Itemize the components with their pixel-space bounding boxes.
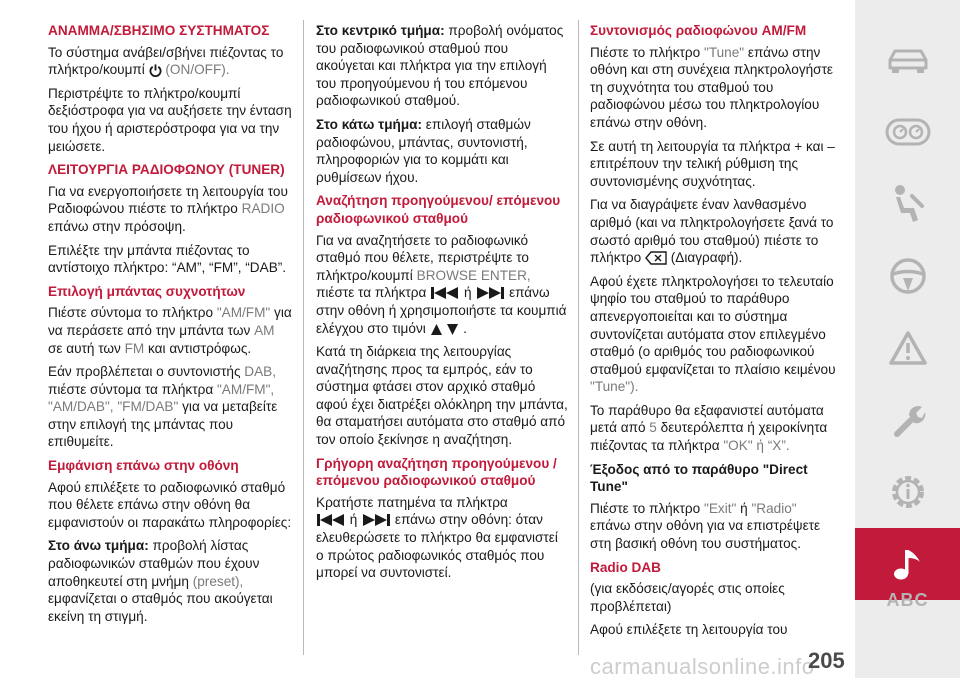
text: (TUNER) [228,162,285,178]
paragraph-search-detail: Κατά τη διάρκεια της λειτουργίας αναζήτησης προς τα εμπρός, εάν το σύστημα φτάσει στον αρχικό σταθμό αφού έχει διατρέξει ολόκληρη την μπάντα, θα σταματήσει αυτόματα στο σταθμό από τον οποίο ξεκίνησε η αναζήτηση. [316,344,568,448]
text: Πιέστε σύντομα το πλήκτρο [48,305,214,321]
up-arrow-icon [430,323,443,336]
text: ΛΕΙΤΟΥΡΓΙΑ ΡΑΔΙΟΦΩΝΟΥ [48,162,225,178]
text: "Direct Tune" [590,461,808,495]
text: Το παράθυρο θα εξαφανιστεί αυτόματα μετά από [590,402,824,436]
sidebar-item-index[interactable] [855,564,960,636]
paragraph-window [590,402,840,455]
text: πιέστε σύντομα τα πλήκτρα [48,381,214,397]
text: Συντονισμός ραδιοφώνου [590,23,758,38]
warning-triangle-icon [888,330,928,366]
power-icon [149,64,162,77]
text: ή [349,512,358,528]
heading-exit [590,461,840,496]
sidebar-item-maintenance[interactable] [855,384,960,456]
paragraph-plusminus: Σε αυτή τη λειτουργία τα πλήκτρα + και – επιτρέπουν την τελική ρύθμιση της συντονισμένης συχνότητας. [590,138,835,189]
browse-enter-label: BROWSE ENTER, [416,267,531,283]
paragraph-last [590,273,840,396]
band-keys-label: "AM/FM", "AM/DAB", "FM/DAB" [48,381,275,415]
text: Αφού έχετε πληκτρολογήσει το τελευταίο ψηφίο του σταθμού το παράθυρο απενεργοποιείται και το σύστημα συντονίζεται αυτόματα στον επιλεγμένο σταθμό (ο αριθμός του ραδιοφωνικού σταθμού εμφανίζεται το πλαίσιο κειμένου [590,273,836,377]
text: Για να ενεργοποιήσετε τη λειτουργία του Ραδιοφώνου πιέστε το πλήκτρο [48,183,288,217]
sidebar-item-warning[interactable] [855,312,960,384]
seconds-value: 5 [649,420,657,436]
sidebar-item-specs[interactable] [855,456,960,528]
down-arrow-icon [446,323,459,336]
heading-tuner [48,161,292,179]
paragraph-center [316,22,568,110]
paragraph-tune [590,44,840,132]
radio-label: RADIO [241,201,285,217]
text: Έξοδος από το παράθυρο [590,461,759,477]
column-3 [590,22,840,645]
keyword: Στο άνω τμήμα: [48,538,149,554]
heading-freq: Επιλογή μπάντας συχνοτήτων [48,283,246,299]
seat-person-icon [890,184,926,224]
paragraph-dab [48,363,292,451]
heading-dab: Radio DAB [590,559,661,575]
text: για να μεταβείτε στην επιλογή της μπάντας που επιθυμείτε. [48,399,278,450]
text: AM/FM [761,23,807,38]
previous-track-icon [316,513,346,527]
dab-label: DAB, [244,364,277,380]
next-track-icon [361,513,391,527]
text: για να περάσετε από την μπάντα των [48,305,292,338]
backspace-icon [645,251,667,265]
paragraph-fast [316,494,568,582]
keyword: Στο κεντρικό τμήμα: [316,23,445,38]
text: και αντιστρόφως. [148,340,252,356]
text: ή [740,500,748,516]
text: εμφανίζεται ο σταθμός που ακούγεται εκείνη τη στιγμή. [48,591,273,624]
text: . [463,320,467,336]
column-divider [303,20,304,655]
text: Πιέστε το πλήκτρο [590,500,701,516]
paragraph-band: Επιλέξτε την μπάντα πιέζοντας το αντίστοιχο πλήκτρο: “AM”, “FM”, “DAB”. [48,242,287,276]
exit-key-label: "Exit" [704,500,737,516]
sidebar-item-car[interactable] [855,24,960,96]
keyword: Στο κάτω τμήμα: [316,116,423,132]
text: Κρατήστε πατημένα τα πλήκτρα [316,494,508,510]
column-1 [48,22,292,631]
tune-label: "Tune"). [590,379,639,395]
on-off-label: (ON/OFF). [165,62,230,78]
paragraph-dab-start: Αφού επιλέξετε τη λειτουργία του [590,622,788,638]
heading-fast: Γρήγορη αναζήτηση προηγούμενου /επόμενου ραδιοφωνικού σταθμού [316,455,557,489]
previous-track-icon [430,286,460,300]
heading-display: Εμφάνιση επάνω στην οθόνη [48,458,239,474]
paragraph-bottom [316,116,568,186]
text: σε αυτή των [48,340,121,356]
paragraph-dab-note: (για εκδόσεις/αγορές στις οποίες προβλέπεται) [590,581,785,614]
text: δευτερόλεπτα ή χειροκίνητα πιέζοντας τα πλήκτρα [590,420,828,454]
paragraph-top [48,537,292,625]
ok-x-label: "OK" ή “X”. [723,438,790,454]
heading-tune [590,22,840,40]
tune-key-label: "Tune" [704,44,745,60]
text: Για να αναζητήσετε το ραδιοφωνικό σταθμό που θέλετε, περιστρέψτε το πλήκτρο/κουμπί [316,232,529,283]
paragraph-search [316,232,568,338]
amfm-label: "AM/FM" [216,305,271,321]
steering-wheel-icon [889,257,927,295]
car-icon [886,46,930,74]
text: επιλογή σταθμών ραδιοφώνου, μπάντας, συντονιστή, πληροφοριών για το κομμάτι και ρυθμίσεων ήχου. [316,116,531,185]
text: ή [463,285,472,301]
paragraph-freq [48,304,292,357]
heading-system: ΑΝΑΜΜΑ/ΣΒΗΣΙΜΟ ΣΥΣΤΗΜΑΤΟΣ [48,23,270,38]
fm-label: FM [124,340,145,356]
text: Εάν προβλέπεται ο συντονιστής [48,364,241,380]
preset-label: (preset), [192,573,244,589]
paragraph-display: Αφού επιλέξετε το ραδιοφωνικό σταθμό που θέλετε επάνω στην οθόνη θα εμφανιστούν οι παρακάτω πληροφορίες: [48,479,292,530]
text: Για να διαγράψετε έναν λανθασμένο αριθμό (και να πληκτρολογήσετε ξανά το σωστό αριθμό του σταθμού) πιέστε το πλήκτρο [590,197,834,266]
text: πιέστε τα πλήκτρα [316,285,427,301]
next-track-icon [475,286,505,300]
dashboard-icon [885,118,931,146]
chapter-sidebar [855,0,960,678]
sidebar-item-dashboard[interactable] [855,96,960,168]
radio-key-label: "Radio" [751,500,797,516]
paragraph-delete [590,196,840,266]
column-divider [578,20,579,655]
text: (Διαγραφή). [670,250,743,266]
text: επάνω στην οθόνη και στη συνέχεια πληκτρολογήστε τη συχνότητα του σταθμού του ραδιοφώνου μέσω του πληκτρολογίου επάνω στην οθόνη. [590,44,833,130]
column-2 [316,22,568,588]
text: επάνω στην οθόνη για να επιστρέψετε στη βασική οθόνη του συστήματος. [590,518,821,552]
text: επάνω στην οθόνη: όταν ελευθερώσετε το πλήκτρο θα εμφανιστεί ο πρώτος ραδιοφωνικός σταθμός που μπορεί να συντονιστεί. [316,512,558,581]
paragraph-exit [590,500,840,553]
sidebar-item-seat[interactable] [855,168,960,240]
paragraph-system [48,44,292,79]
text: επάνω στην πρόσοψη. [48,218,186,234]
abc-index-label: ABC [886,589,929,610]
text: Πιέστε το πλήκτρο [590,44,701,60]
am-label: AM [254,322,275,338]
text: προβολή λίστας ραδιοφωνικών σταθμών που έχουν αποθηκευτεί στη μνήμη [48,538,260,589]
paragraph-tuner [48,183,292,236]
watermark: carmanualsonline.info [590,654,815,679]
wrench-icon [889,401,927,439]
gear-info-icon [888,472,928,512]
heading-search: Αναζήτηση προηγούμενου/ επόμενου ραδιοφωνικού σταθμού [316,193,561,226]
text: επάνω στην οθόνη ή χρησιμοποιήστε τα κουμπιά ελέγχου στο τιμόνι [316,285,567,336]
paragraph-volume: Περιστρέψτε το πλήκτρο/κουμπί δεξιόστροφα για να αυξήσετε την ένταση του ήχου ή αριστερόστροφα για να την μειώσετε. [48,85,292,154]
page-number: 205 [808,648,845,673]
sidebar-item-steering[interactable] [855,240,960,312]
text: Το σύστημα ανάβει/σβήνει πιέζοντας το πλήκτρο/κουμπί [48,44,284,78]
text: προβολή ονόματος του ραδιοφωνικού σταθμού που ακούγεται και πλήκτρα για την επιλογή του προηγούμενου ή του επόμενου ραδιοφωνικού σταθμού. [316,23,564,109]
